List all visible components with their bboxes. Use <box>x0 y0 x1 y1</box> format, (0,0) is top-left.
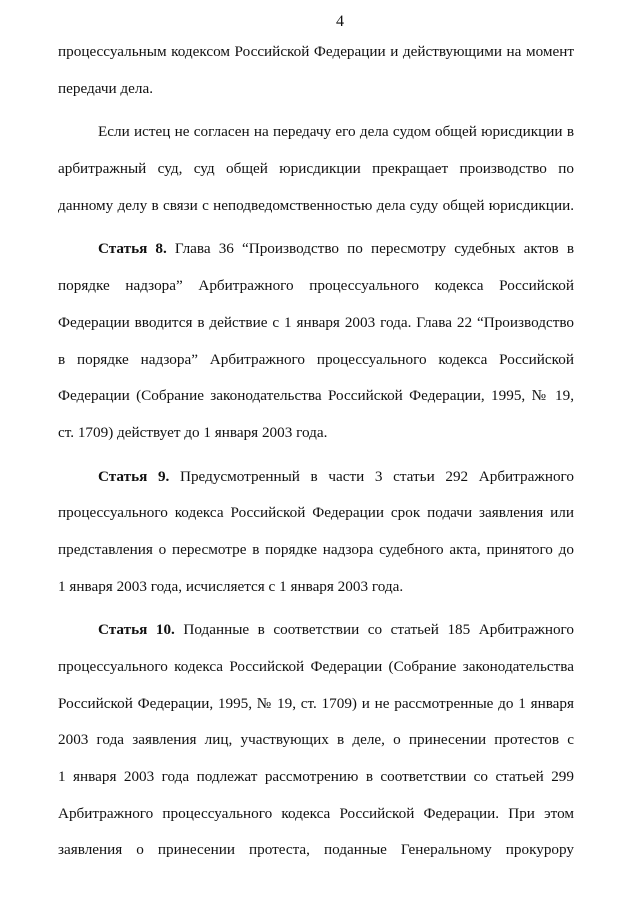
text-line: ст. 1709) действует до 1 января 2003 года. <box>58 423 328 441</box>
text-segment: Предусмотренный в части 3 статьи 292 Арбитражного <box>169 467 574 485</box>
text-line: процессуального кодекса Российской Федерации срок подачи заявления или <box>58 504 574 522</box>
text-line: данному делу в связи с неподведомственностью дела суду общей юрисдикции. <box>58 196 574 214</box>
text-line: Федерации (Собрание законодательства Российской Федерации, 1995, № 19, <box>58 387 574 405</box>
text-line: арбитражный суд, суд общей юрисдикции прекращает производство по <box>58 160 574 178</box>
text-line: Арбитражного процессуального кодекса Российской Федерации. При этом <box>58 804 574 822</box>
text-line: Если истец не согласен на передачу его дела судом общей юрисдикции в <box>98 123 574 141</box>
article-8-first-line <box>58 231 574 268</box>
text-line: процессуальным кодексом Российской Федерации и действующими на момент <box>58 43 574 60</box>
text-line: представления о пересмотре в порядке надзора судебного акта, принятого до <box>58 540 574 558</box>
text-line: Федерации вводится в действие с 1 января 2003 года. Глава 22 “Производство <box>58 313 574 331</box>
article-9-heading: Статья 9. <box>98 467 170 485</box>
text-line: 1 января 2003 года подлежат рассмотрению в соответствии со статьей 299 <box>58 768 574 786</box>
text-segment: Поданные в соответствии со статьей 185 Арбитражного <box>174 621 574 639</box>
text-segment: Глава 36 “Производство по пересмотру судебных актов в <box>166 240 574 258</box>
text-line: порядке надзора” Арбитражного процессуального кодекса Российской <box>58 277 574 295</box>
text-line: Российской Федерации, 1995, № 19, ст. 1709) и не рассмотренные до 1 января <box>58 694 574 712</box>
text-line: заявления о принесении протеста, поданные Генеральному прокурору <box>58 841 574 859</box>
page-number: 4 <box>336 13 344 30</box>
document-body <box>58 34 574 869</box>
text-line: в порядке надзора” Арбитражного процессуального кодекса Российской <box>58 350 574 368</box>
article-8-heading: Статья 8. <box>98 240 167 258</box>
text-line: 1 января 2003 года, исчисляется с 1 января 2003 года. <box>58 577 404 595</box>
article-10-first-line <box>58 612 574 649</box>
text-line: 2003 года заявления лиц, участвующих в деле, о принесении протестов с <box>58 731 574 749</box>
article-9-first-line <box>58 459 574 496</box>
article-10-heading: Статья 10. <box>98 621 175 639</box>
text-line: передачи дела. <box>58 79 154 97</box>
text-line: процессуального кодекса Российской Федерации (Собрание законодательства <box>58 658 574 675</box>
